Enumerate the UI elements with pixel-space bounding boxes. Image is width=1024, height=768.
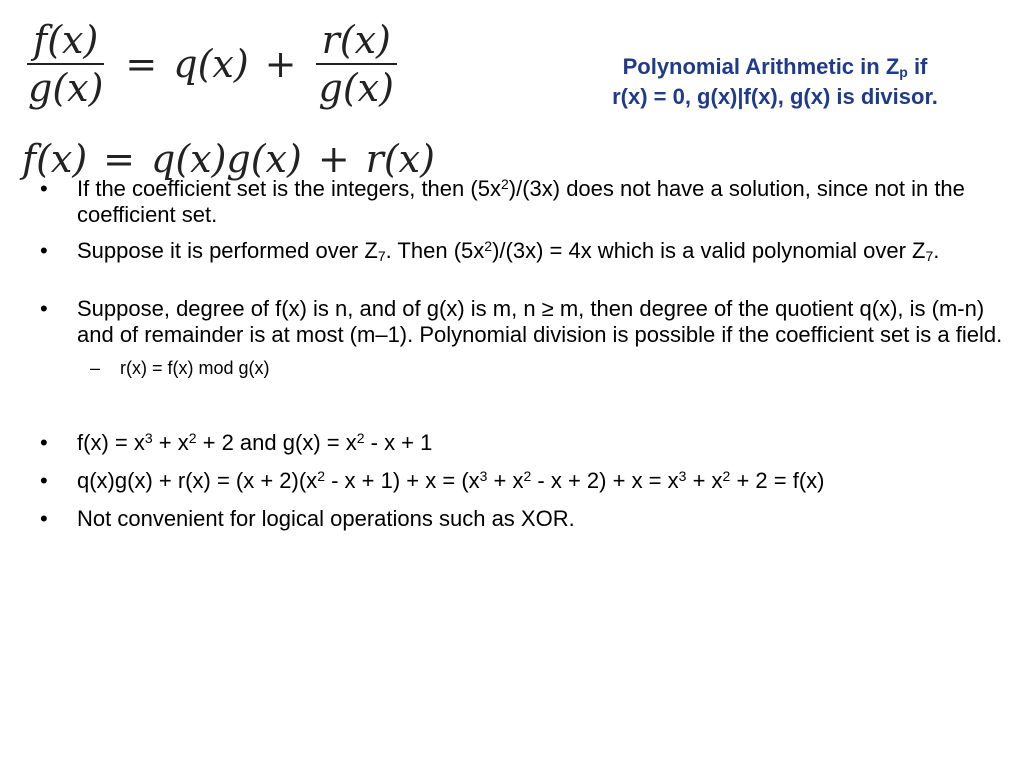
fraction-denominator: g(x) <box>318 66 394 110</box>
superscript: 3 <box>479 468 488 484</box>
fraction-numerator: f(x) <box>27 21 104 65</box>
superscript: 2 <box>356 430 365 446</box>
equals-sign: = <box>103 137 135 181</box>
superscript: 2 <box>188 430 197 446</box>
bullet-icon: • <box>40 176 48 201</box>
sub-list-item <box>40 356 1005 380</box>
superscript: 2 <box>484 238 493 254</box>
fraction-numerator: r(x) <box>316 21 397 65</box>
list-item <box>40 238 1005 264</box>
bullet-icon: • <box>40 468 48 493</box>
list-item <box>40 506 1005 532</box>
text-run: . <box>933 238 940 263</box>
division-formula <box>22 18 542 181</box>
subscript: 7 <box>377 248 386 264</box>
superscript: 2 <box>317 468 325 484</box>
superscript: 3 <box>144 430 153 446</box>
fraction-r-over-g <box>313 18 400 110</box>
bullet-list <box>40 176 1005 532</box>
text-run: - x + 1 <box>364 430 433 455</box>
bullet-icon: • <box>40 238 48 263</box>
plus-sign: + <box>264 42 297 86</box>
superscript: 2 <box>500 176 509 192</box>
product-term: q(x)g(x) <box>151 137 302 181</box>
bullet-icon: • <box>40 296 48 321</box>
text-run: )/(3x) = 4x which is a valid polynomial over Z <box>492 238 926 263</box>
remainder-term: r(x) <box>365 137 435 181</box>
equals-sign: = <box>125 42 158 86</box>
slide-title <box>555 52 995 112</box>
dividend-term: f(x) <box>22 137 88 181</box>
fraction-f-over-g <box>22 18 109 110</box>
title-text-end: if <box>907 54 928 79</box>
quotient-term: q(x) <box>173 42 249 86</box>
bullet-text <box>77 176 965 227</box>
text-run: . Then (5x <box>385 238 485 263</box>
text-run: q(x)g(x) + r(x) = (x + 2)(x <box>77 468 318 493</box>
text-run: + x <box>487 468 524 493</box>
superscript: 3 <box>678 468 687 484</box>
bullet-text <box>77 430 432 455</box>
text-run: + x <box>686 468 723 493</box>
title-line-1 <box>555 52 995 82</box>
title-subscript: p <box>899 64 908 80</box>
bullet-icon: • <box>40 506 48 531</box>
title-line-2: r(x) = 0, g(x)|f(x), g(x) is divisor. <box>612 84 938 109</box>
superscript: 2 <box>722 468 731 484</box>
text-run: + 2 = f(x) <box>730 468 825 493</box>
bullet-text: Suppose, degree of f(x) is n, and of g(x) is m, n ≥ m, then degree of the quotient q(x), is (m-n) and of remainder is at most (m–1). Polynomial division is possible if the coefficient set is a field. <box>77 296 1003 347</box>
bullet-text: Not convenient for logical operations such as XOR. <box>77 506 575 531</box>
bullet-icon: • <box>40 430 48 455</box>
superscript: 2 <box>523 468 532 484</box>
list-item <box>40 430 1005 456</box>
list-item <box>40 296 1005 348</box>
text-run: + 2 and g(x) = x <box>196 430 357 455</box>
list-item <box>40 176 1005 228</box>
plus-sign: + <box>317 137 350 181</box>
text-run: If the coefficient set is the integers, then (5x <box>77 176 501 201</box>
text-run: - x + 2) + x = x <box>531 468 679 493</box>
list-item <box>40 468 1005 494</box>
text-run: f(x) = x <box>77 430 145 455</box>
bullet-text <box>77 468 824 493</box>
subscript: 7 <box>925 248 934 264</box>
fraction-denominator: g(x) <box>28 66 104 110</box>
title-text: Polynomial Arithmetic in Z <box>622 54 900 79</box>
formula-line-1 <box>22 18 400 110</box>
text-run: Suppose it is performed over Z <box>77 238 378 263</box>
text-run: - x + 1) + x = (x <box>324 468 480 493</box>
sub-bullet-text: r(x) = f(x) mod g(x) <box>120 358 270 378</box>
text-run: + x <box>152 430 189 455</box>
bullet-text <box>77 238 939 263</box>
dash-icon: – <box>90 358 101 378</box>
text-run: )/(3x) does not have a solution, since not in the coefficient set. <box>77 176 965 227</box>
